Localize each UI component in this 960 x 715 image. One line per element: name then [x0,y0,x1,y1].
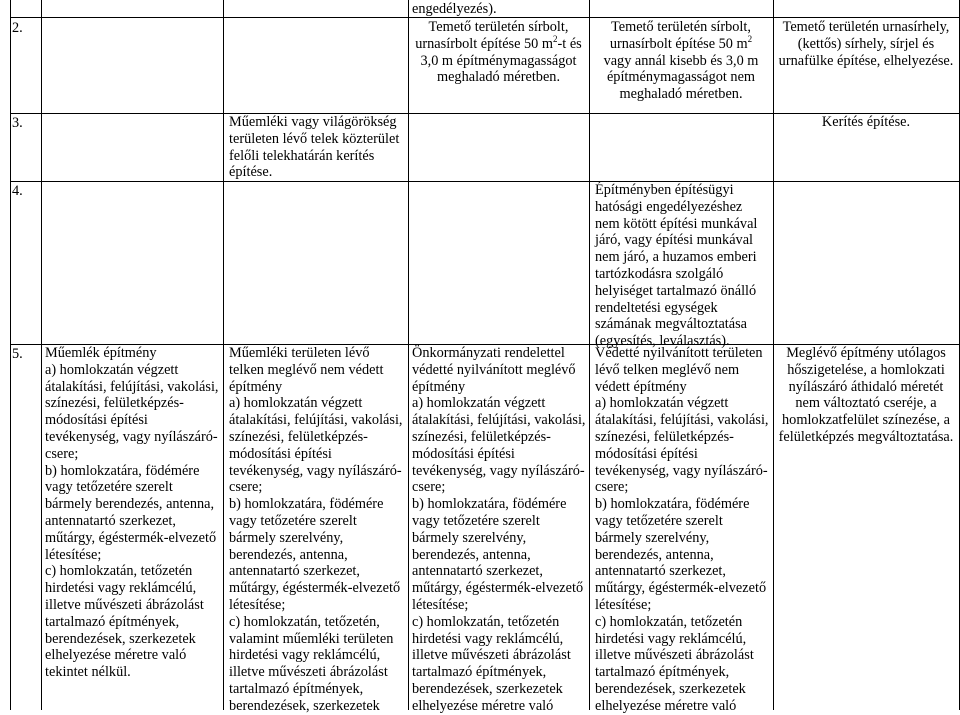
row-2-col4-line: vagy annál kisebb és 3,0 m [603,52,759,69]
superscript: 2 [747,34,753,45]
row-2-col4-line: építménymagasságot nem [606,69,756,86]
row-5-col4-text: Védetté nyilvánított területen lévő telken meglévő nem védett építmény a) homlokzatán végzett átalakítási, felújítási, vakolási, színezési, felületképzés- módosítási építési tevékenység, vagy nyílászáró- csere; b) homlokzatára, födémére vagy tetőzetére szerelt bármely szerelvény, berendezés, antenna, antennatartó szerkezet, műtárgy, égéstermék-elvezető létesítése; c) homlokzatán, tetőzetén hirdetési vagy reklámcélú, illetve művészeti ábrázolást tartalmazó építmények, berendezések, szerkezetek elhelyezése méretre való [595,345,769,714]
column-divider [408,0,409,710]
row-4-col4-text: Építményben építésügyi hatósági engedélyezéshez nem kötött építési munkával járó, vagy építési munkával nem járó, a huzamos emberi tartózkodásra szolgáló helyiséget tartalmazó önálló rendeltetési egységek számának megváltoztatása (egyesítés, leválasztás). [595,182,758,350]
row-2-col3-line-part: -t és [557,35,582,52]
row-3-col5-text: Kerítés építése. [821,114,911,130]
column-divider [41,0,42,710]
row-2-col4-line [589,36,773,53]
column-divider [10,0,11,710]
row-5-number: 5. [12,346,23,362]
row-2-col3-text [408,19,589,86]
row-5-col2-text: Műemléki területen lévő telken meglévő nem védett építmény a) homlokzatán végzett átalakítási, felújítási, vakolási, színezési, felületképzés- módosítási építési tevékenység, vagy nyílászáró- csere; b) homlokzatára, födémére vagy tetőzetére szerelt bármely szerelvény, berendezés, antenna, antennatartó szerkezet, műtárgy, égéstermék-elvezető létesítése; c) homlokzatán, tetőzetén, valamint műemléki területen hirdetési vagy reklámcélú, illetve művészeti ábrázolást tartalmazó építmények, berendezések, szerkezetek [229,345,403,714]
row-4-number: 4. [12,183,23,199]
row-3-number: 3. [12,115,23,131]
row-5-col5-text: Meglévő építmény utólagos hőszigetelése, a homlokzati nyílászáró áthidaló méretét nem változtató cseréje, a homlokzatfelület színezése, a felületképzés megváltoztatása. [778,345,954,445]
row-2-col3-line: Temető területén sírbolt, [428,19,569,35]
column-divider [223,0,224,710]
row-2-col5-text: Temető területén urnasírhely, (kettős) sírhely, sírjel és urnafülke építése, elhelyezése. [778,19,954,69]
row-5-col3-text: Önkormányzati rendelettel védetté nyilvánított meglévő építmény a) homlokzatán végzett átalakítási, felújítási, vakolási, színezési, felületképzés- módosítási építési tevékenység, vagy nyílászáró- csere; b) homlokzatára, födémére vagy tetőzetére szerelt bármely szerelvény, berendezés, antenna, antennatartó szerkezet, műtárgy, égéstermék-elvezető létesítése; c) homlokzatán, tetőzetén hirdetési vagy reklámcélú, illetve művészeti ábrázolást tartalmazó építmények, berendezések, szerkezetek elhelyezése méretre való [412,345,586,714]
row-divider [10,181,960,182]
column-divider [589,0,590,710]
row-2-col4-text [589,19,773,103]
row-2-col4-line-part: urnasírbolt építése 50 m [609,35,748,52]
row-2-col3-line [408,36,589,53]
row-3-col2-text: Műemléki vagy világörökség területen lévő telek közterület felőli telekhatárán kerítés építése. [229,114,400,181]
row-2-col3-line-part: urnasírbolt építése 50 m [415,35,554,52]
row-2-col4-line: Temető területén sírbolt, [611,19,751,35]
row-top-col3-text: engedélyezés). [412,1,497,17]
row-2-col3-line: meghaladó méretben. [436,69,561,86]
row-2-col4-line: meghaladó méretben. [619,86,743,103]
superscript: 2 [553,34,558,45]
row-2-number: 2. [12,20,23,36]
row-5-col1-text: Műemlék építmény a) homlokzatán végzett átalakítási, felújítási, vakolási, színezési, felületképzés- módosítási építési tevékenység, vagy nyílászáró- csere; b) homlokzatára, födémére vagy tetőzetére szerelt bármely berendezés, antenna, antennatartó szerkezet, műtárgy, égéstermék-elvezető létesítése; c) homlokzatán, tetőzetén hirdetési vagy reklámcélú, illetve művészeti ábrázolást tartalmazó építmények, berendezések, szerkezetek elhelyezése méretre való tekintet nélkül. [45,345,219,681]
row-2-col3-line: 3,0 m építménymagasságot [420,52,577,69]
